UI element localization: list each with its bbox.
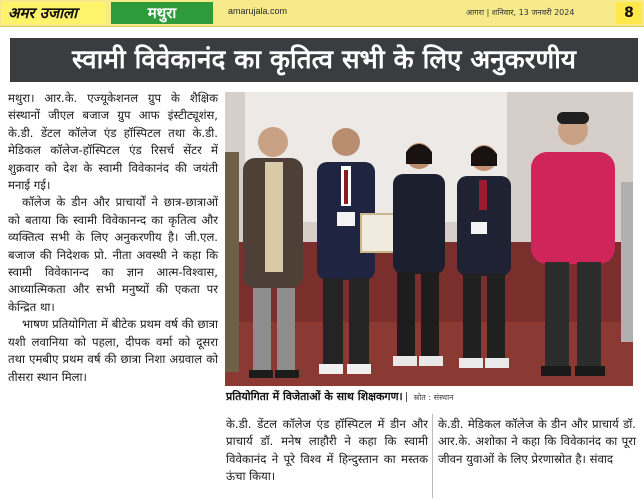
newspaper-logo: अमर उजाला xyxy=(2,2,106,24)
article-paragraph: के.डी. मेडिकल कॉलेज के डीन और प्राचार्य डॉ. आर.के. अशोका ने कहा कि विवेकानंद का पूरा जीवन युवाओं के लिए प्रेरणास्रोत है। संवाद xyxy=(438,417,636,466)
masthead-strip xyxy=(0,0,644,27)
article-column-3 xyxy=(438,416,636,468)
photo-caption-text: प्रतियोगिता में विजेताओं के साथ शिक्षकगण। xyxy=(226,390,403,403)
news-photo xyxy=(225,92,633,386)
article-paragraph: मथुरा। आर.के. एज्यूकेशनल ग्रुप के शैक्षिक संस्थानों जीएल बजाज ग्रुप आफ इंस्टीट्यूशंस, के.डी. डेंटल कॉलेज एंड हॉस्पिटल तथा के.डी. मेडिकल कॉलेज-हॉस्पिटल एंड रिसर्च सेंटर में शुक्रवार को देश के स्वामी विवेकानंद की जयंती मनाई गई। xyxy=(8,91,218,193)
article-paragraph: कॉलेज के डीन और प्राचार्यों ने छात्र-छात्राओं को बताया कि स्वामी विवेकानन्द का कृतित्व और व्यक्तित्व सभी के लिए अनुकरणीय है। जी.एल. बजाज की निदेशक प्रो. नीता अवस्थी ने कहा कि स्वामी विवेकानन्द का ज्ञान आत्म-विश्वास, आध्यात्मिकता और सभी मनुष्यों की एकता पर केन्द्रित था। xyxy=(8,195,218,314)
website-label: amarujala.com xyxy=(228,6,288,16)
photo-caption xyxy=(226,387,632,407)
page-number: 8 xyxy=(616,2,642,24)
photo-credit: स्रोत : संस्थान xyxy=(413,393,454,402)
article-column-2 xyxy=(226,416,428,486)
article-headline: स्वामी विवेकानंद का कृतित्व सभी के लिए अनुकरणीय xyxy=(10,38,638,82)
dateline: आगरा | शनिवार, 13 जनवरी 2024 xyxy=(466,8,575,17)
article-paragraph: के.डी. डेंटल कॉलेज एंड हॉस्पिटल में डीन और प्राचार्य डॉ. मनेष लाहौरी ने कहा कि स्वामी विवेकानंद ने पूरे विश्व में हिन्दुस्तान का मस्तक ऊंचा किया। xyxy=(226,417,428,484)
article-paragraph: भाषण प्रतियोगिता में बीटेक प्रथम वर्ष की छात्रा यशी लवानिया को पहला, दीपक वर्मा को दूसरा तथा एमबीए प्रथम वर्ष की छात्रा निशा अग्रवाल को तीसरा स्थान मिला। xyxy=(8,317,218,384)
event-photo-illustration xyxy=(225,92,633,386)
column-divider xyxy=(432,414,433,498)
article-column-1 xyxy=(8,90,218,386)
city-edition-tab: मथुरा xyxy=(111,2,213,24)
caption-divider xyxy=(406,392,407,402)
